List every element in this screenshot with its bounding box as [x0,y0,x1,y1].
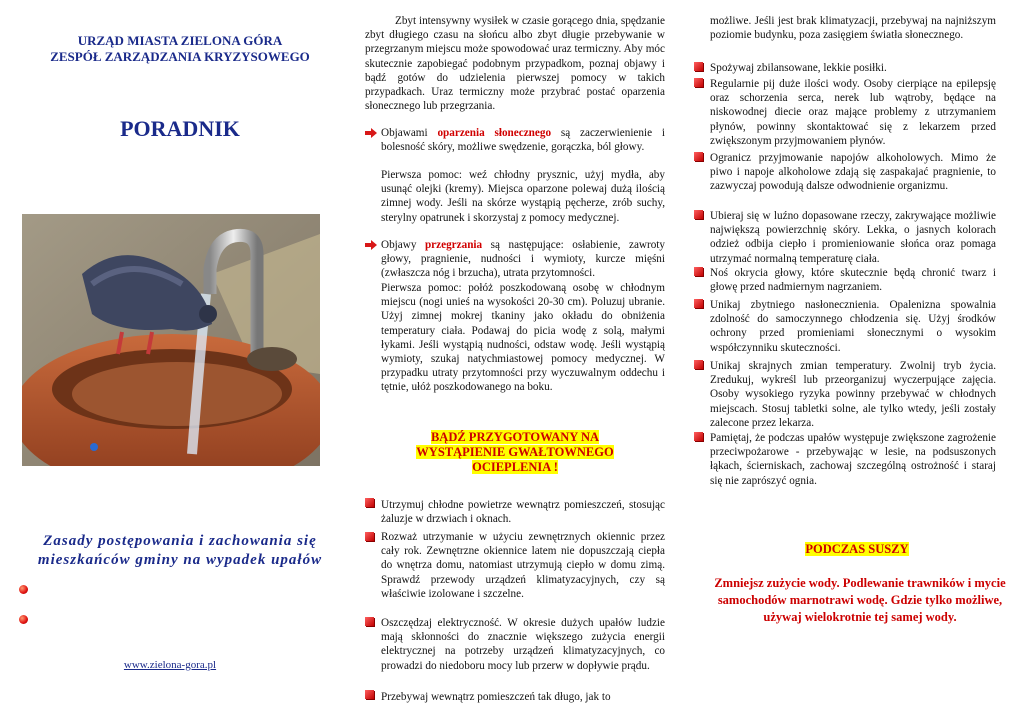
drought-heading: PODCZAS SUSZY [805,542,909,556]
sunburn-symptoms: Objawami oparzenia słonecznego są zaczerwienienie i bolesność skóry, możliwe swędzenie, gorączka, ból głowy. [381,127,665,154]
bullet-square-icon [694,62,703,71]
bullet-square-icon [365,532,374,541]
pigeon-fountain-photo [22,214,320,466]
overheating-first-aid: Pierwsza pomoc: połóż poszkodowaną osobę w chłodnym miejscu (nogi unieś na wysokości 20-30 cm). Poluzuj ubranie. Użyj zimnej mokrej tkaniny jako okładu do obniżenia temperatury ciała. Podawaj do picia wodę z solą, małymi łykami. Jeśli wystąpią nudności, odstaw wodę. Jeśli wystąpią wymioty, szukaj natychmiastowej pomocy medycznej. W przypadku utraty przytomności przy wyczuwalnym oddechu i tętnie, ułóż poszkodowanego na boku. [381,282,665,394]
org-name-line1: URZĄD MIASTA ZIELONA GÓRA [77,33,283,48]
tip-item: Unikaj zbytniego nasłonecznienia. Opalenizna spowalnia zdolność do samoczynnego chłodzenia się. Użyj środków ochrony przed promieniami słonecznymi o wysokim współczynniku skuteczności. [710,299,996,354]
overheating-symptoms: Objawy przegrzania są następujące: osłabienie, zawroty głowy, pragnienie, nudności i wymioty, kurcze mięśni (zwłaszcza nóg i brzucha), utrata przytomności. [381,239,666,280]
tip-item: Noś okrycia głowy, które skutecznie będą chronić twarz i głowę przed nadmiernym nagrzaniem. [710,267,996,294]
tip-item: Ogranicz przyjmowanie napojów alkoholowych. Mimo że piwo i napoje alkoholowe zdają się zaspakajać pragnienie, to zazwyczaj powodują dalsze odwodnienie organizmu. [710,152,996,193]
bullet-square-icon [365,690,374,699]
tip-item: Ubieraj się w luźno dopasowane rzeczy, zakrywające możliwie największą powierzchnię skóry. Lekka, o jasnych kolorach odzież odbija ciepło i promieniowanie słońca oraz pomaga utrzymać normalną temperaturę ciała. [710,210,996,265]
subtitle: Zasady postępowania i zachowania się mieszkańców gminy na wypadek upałów [37,533,323,568]
page-title: PORADNIK [120,116,240,141]
left-panel [0,0,340,725]
tip-item: Rozważ utrzymanie w użyciu zewnętrznych okiennic przez cały rok. Zewnętrzne okiennice latem nie dopuszczają ciepła do wnętrza domu, natomiast utrzymują ciepło w domu zimą. Sprawdź przewody urządzeń klimatyzacyjnych, czy są właściwie izolowane i szczelne. [381,531,665,600]
bullet-dot-icon [19,585,28,594]
bullet-square-icon [694,210,703,219]
bullet-square-icon [694,78,703,87]
warning-banner: BĄDŹ PRZYGOTOWANY NA WYSTĄPIENIE GWAŁTOWNEGO OCIEPLENIA ! [416,430,614,474]
bullet-square-icon [365,617,374,626]
org-name-line2: ZESPÓŁ ZARZĄDZANIA KRYZYSOWEGO [50,49,310,64]
intro-paragraph: Zbyt intensywny wysiłek w czasie gorącego dnia, spędzanie zbyt długiego czasu na słońcu albo zbyt długie przebywanie w przegrzanym miejscu może spowodować uraz termiczny. Aby móc skutecznie zapobiegać podobnym przypadkom, poznaj objawy i bądź gotów do udzielenia pierwszej pomocy w takich przypadkach. Uraz termiczny może przybrać postać oparzenia słonecznego lub przegrzania. [365,15,665,113]
tip-item: Utrzymuj chłodne powietrze wewnątrz pomieszczeń, stosując żaluzje w drzwiach i oknach. [381,499,665,526]
right-panel [690,0,1024,725]
middle-panel [345,0,685,725]
bullet-square-icon [365,498,374,507]
sunburn-term: oparzenia słonecznego [437,127,552,139]
drought-advice: Zmniejsz zużycie wody. Podlewanie trawników i mycie samochodów marnotrawi wodę. Gdzie tylko możliwe, używaj wielokrotnie tej samej wody. [714,576,1006,624]
bullet-dot-icon [19,615,28,624]
tip-item: Spożywaj zbilansowane, lekkie posiłki. [710,62,887,74]
tip-item: Pamiętaj, że podczas upałów występuje zwiększone zagrożenie przeciwpożarowe - przebywając w lesie, na podsuszonych łąkach, ścierniskach, zachowaj szczególną ostrożność i staraj się nie zaprószyć ognia. [710,432,996,487]
bullet-square-icon [694,152,703,161]
bullet-square-icon [694,299,703,308]
bullet-square-icon [694,267,703,276]
sunburn-first-aid: Pierwsza pomoc: weź chłodny prysznic, użyj mydła, aby usunąć olejki (kremy). Miejsca oparzone polewaj dużą ilością zimnej wody. Jeśli na skórze wystąpią pęcherze, zrób suchy, sterylny opatrunek i skorzystaj z pomocy medycznej. [381,169,665,224]
tip-item: Przebywaj wewnątrz pomieszczeń tak długo, jak to [381,691,611,703]
arrow-right-icon [365,128,377,138]
tip-item: Regularnie pij duże ilości wody. Osoby cierpiące na epilepsję oraz schorzenia serca, nerek lub wątroby, będące na niskowodnej diecie oraz mające problemy z utrzymaniem płynów, powinny skontaktować się z lekarzem przed zwiększonym przyjmowaniem płynów. [710,78,996,147]
tip-item: Oszczędzaj elektryczność. W okresie dużych upałów ludzie mają skłonności do znacznie większego zużycia energii elektrycznej na potrzeby urządzeń klimatyzacyjnych, co prowadzi do niedoboru mocy lub przerw w dopływie prądu. [381,617,665,672]
tip-item: Unikaj skrajnych zmian temperatury. Zwolnij tryb życia. Zredukuj, wykreśl lub przeorganizuj wyczerpujące zajęcia. Osoby wysokiego ryzyka powinny przebywać w chłodnych miejscach. Stosuj tabletki solne, ale tylko wtedy, jeśli zostały zalecone przez lekarza. [710,360,996,429]
tip-continuation: możliwe. Jeśli jest brak klimatyzacji, przebywaj na najniższym poziomie budynku, poza zasięgiem światła słonecznego. [710,15,996,42]
website-link[interactable]: www.zielona-gora.pl [123,659,217,671]
arrow-right-icon [365,240,377,250]
bullet-square-icon [694,360,703,369]
bullet-square-icon [694,432,703,441]
overheating-term: przegrzania [424,239,483,251]
